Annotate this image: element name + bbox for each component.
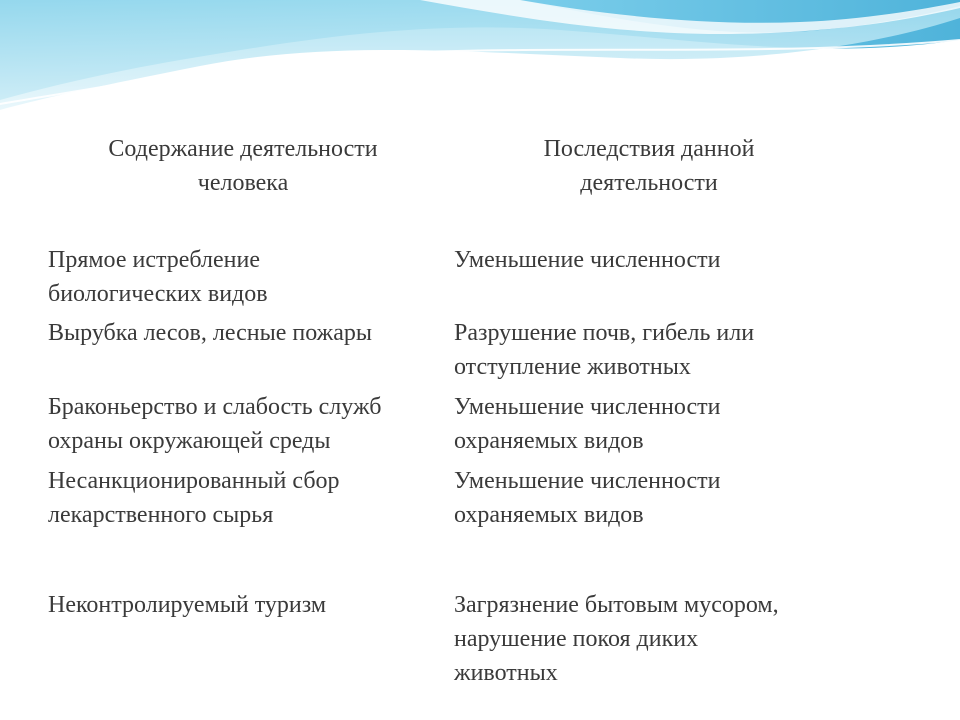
row-4-activity: Несанкционированный сбор лекарственного сырья	[48, 468, 340, 528]
row-5-activity: Неконтролируемый туризм	[48, 592, 327, 618]
row-3-consequence: Уменьшение численности охраняемых видов	[454, 394, 721, 454]
row-3-activity: Браконьерство и слабость служб охраны окружающей среды	[48, 394, 382, 454]
header-consequence: Последствия данной деятельности	[543, 136, 755, 196]
row-4-consequence: Уменьшение численности охраняемых видов	[454, 468, 721, 528]
row-5-consequence: Загрязнение бытовым мусором, нарушение покоя диких животных	[454, 592, 779, 686]
row-2-activity: Вырубка лесов, лесные пожары	[48, 320, 372, 346]
row-1-consequence: Уменьшение численности	[454, 247, 721, 273]
row-2-consequence: Разрушение почв, гибель или отступление животных	[454, 320, 755, 380]
header-activity: Содержание деятельности человека	[108, 136, 378, 196]
row-1-activity: Прямое истребление биологических видов	[48, 247, 268, 307]
